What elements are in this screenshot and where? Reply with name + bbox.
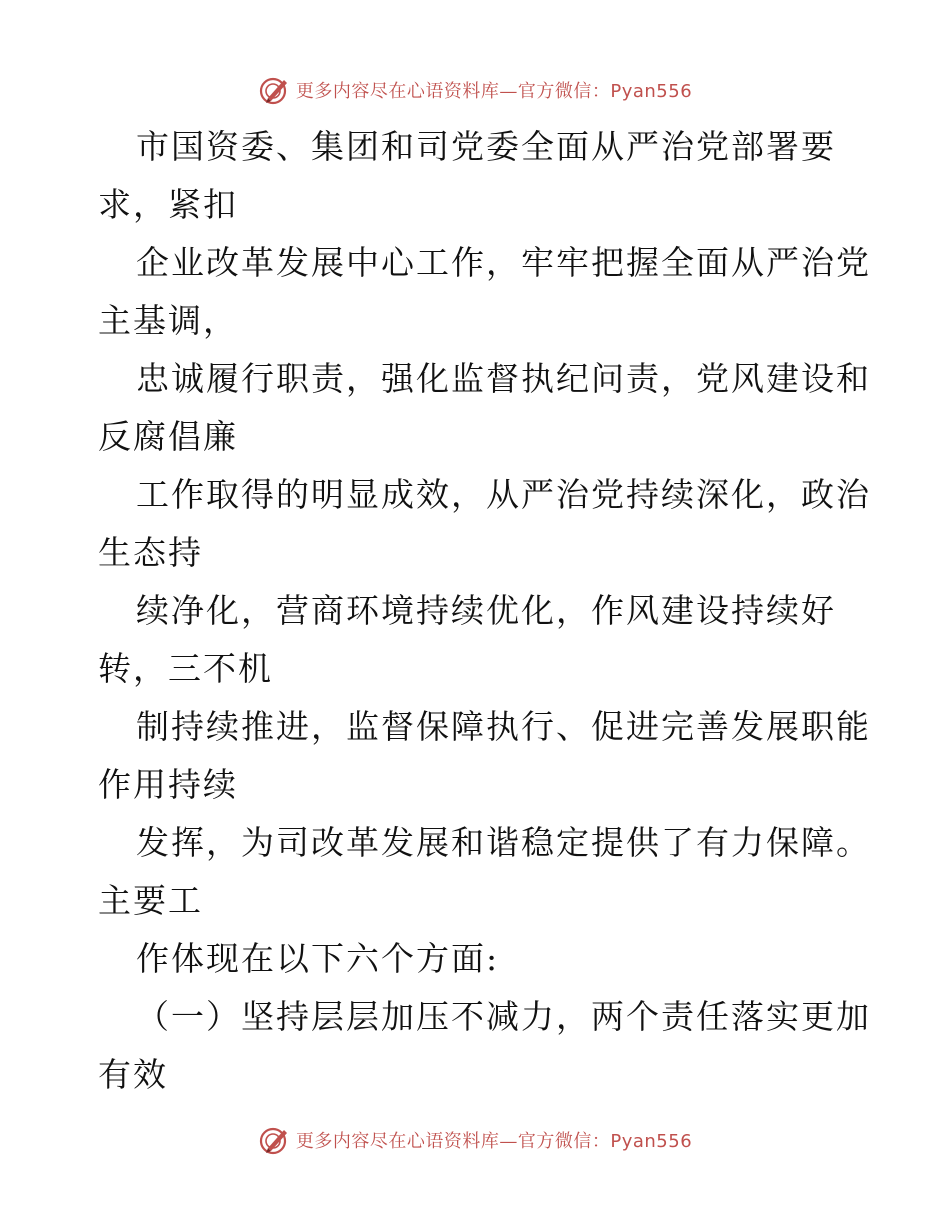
footer-banner-content: [258, 1124, 692, 1156]
body-line: 生态持: [98, 533, 203, 572]
header-wechat-id: Pyan556: [610, 81, 693, 102]
header-banner: [0, 70, 950, 110]
body-line: 作用持续: [98, 765, 238, 804]
body-line: 忠诚履行职责，强化监督执纪问责，党风建设和: [136, 359, 871, 398]
body-line: 企业改革发展中心工作，牢牢把握全面从严治党: [136, 243, 871, 282]
footer-banner-text: [296, 1127, 692, 1153]
body-line: 市国资委、集团和司党委全面从严治党部署要: [136, 127, 836, 166]
header-wechat-label: 官方微信：: [517, 81, 611, 102]
pen-logo-icon: [258, 1124, 290, 1156]
body-line: 主基调，: [98, 301, 238, 340]
header-site-text: 更多内容尽在心语资料库: [295, 81, 500, 102]
body-line: 发挥，为司改革发展和谐稳定提供了有力保障。: [136, 823, 871, 862]
body-line: 有效: [98, 1055, 168, 1094]
document-body: [98, 118, 871, 1104]
footer-wechat-id: Pyan556: [610, 1131, 693, 1152]
header-dash: —: [499, 81, 518, 102]
pen-logo-icon: [258, 74, 290, 106]
footer-banner: [0, 1120, 950, 1160]
footer-dash: —: [499, 1131, 518, 1152]
body-line: 制持续推进，监督保障执行、促进完善发展职能: [136, 707, 871, 746]
body-line: 工作取得的明显成效，从严治党持续深化，政治: [136, 475, 871, 514]
header-banner-content: [258, 74, 692, 106]
body-line: 主要工: [98, 881, 203, 920]
body-line: 转，三不机: [98, 649, 273, 688]
body-line: 续净化，营商环境持续优化，作风建设持续好: [136, 591, 836, 630]
body-line: （一）坚持层层加压不减力，两个责任落实更加: [136, 997, 871, 1036]
body-line: 求，紧扣: [98, 185, 238, 224]
body-line: 作体现在以下六个方面:: [136, 939, 500, 978]
footer-site-text: 更多内容尽在心语资料库: [295, 1131, 500, 1152]
footer-wechat-label: 官方微信：: [517, 1131, 611, 1152]
body-line: 反腐倡廉: [98, 417, 238, 456]
header-banner-text: [296, 77, 692, 103]
